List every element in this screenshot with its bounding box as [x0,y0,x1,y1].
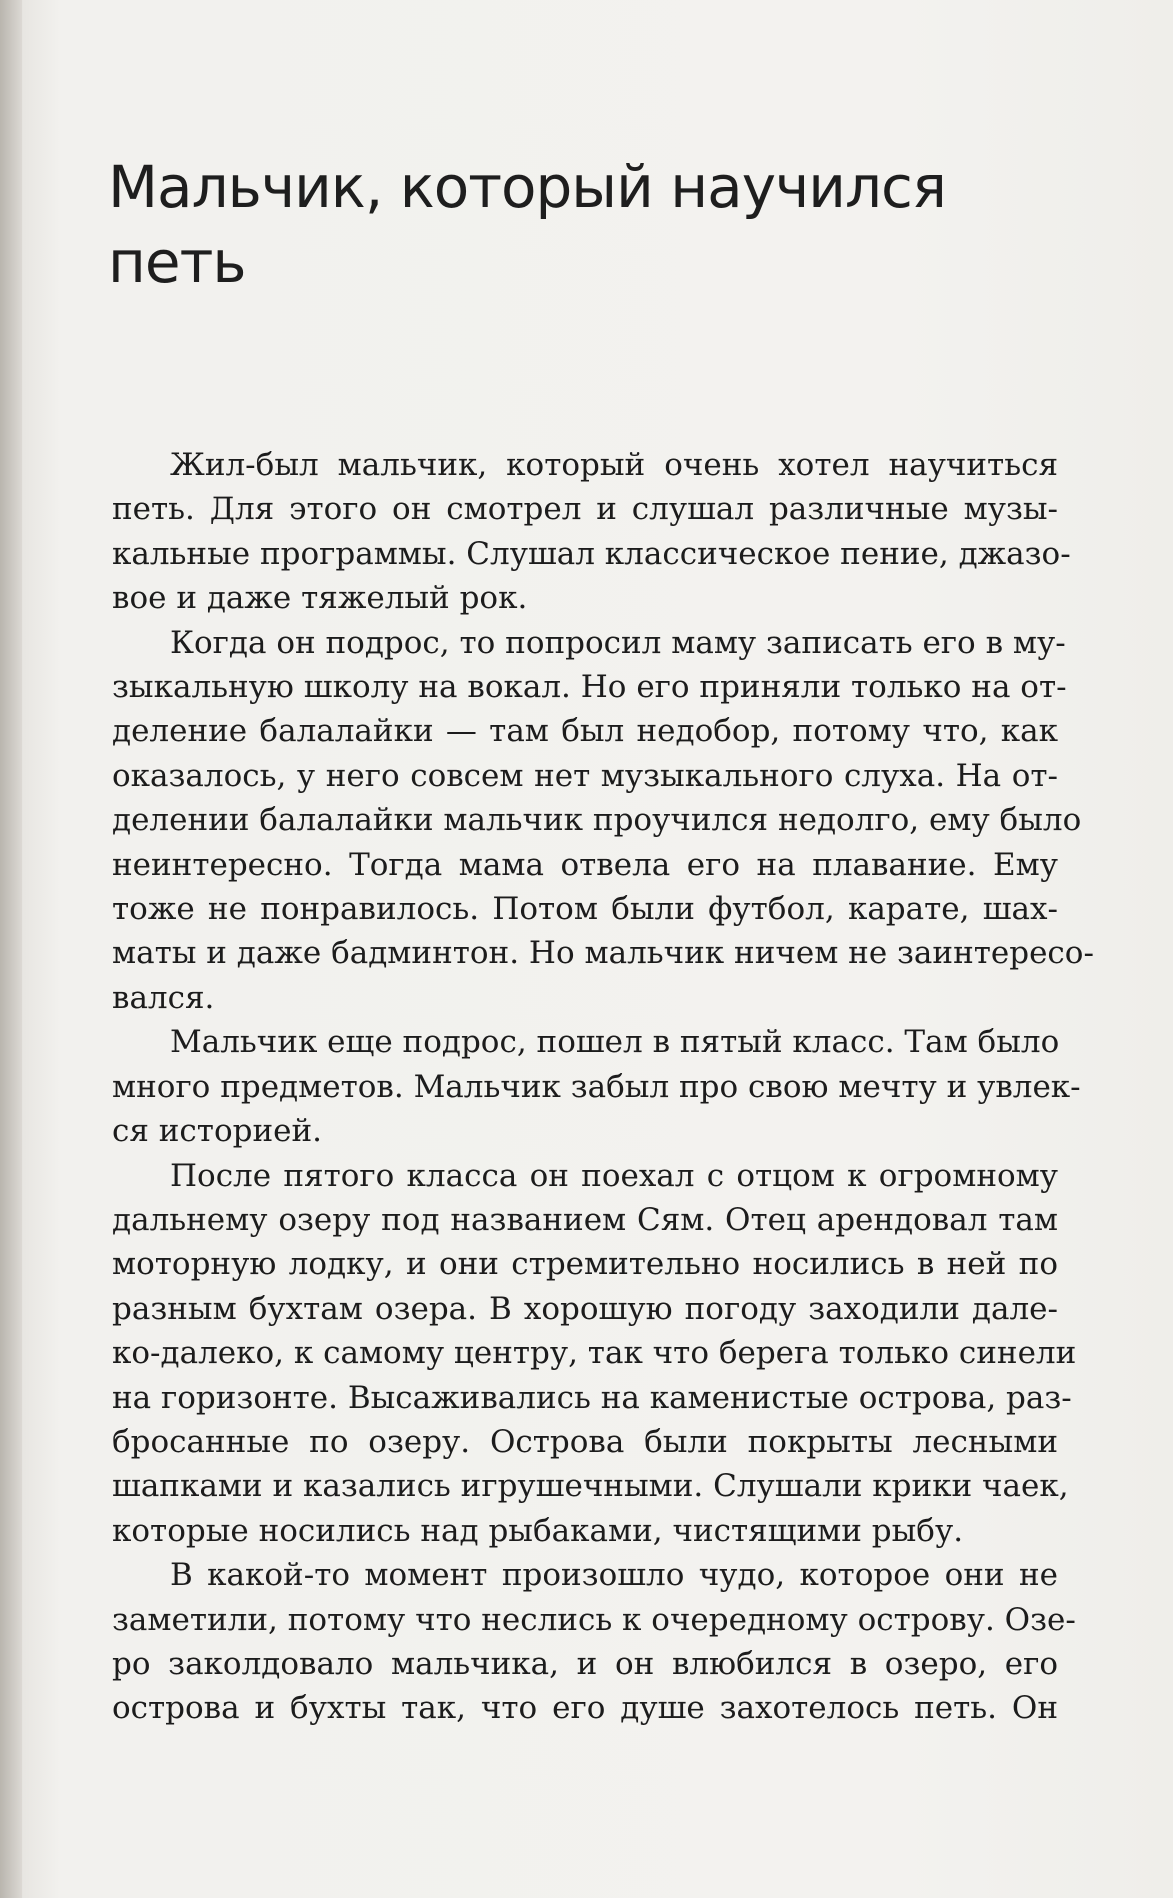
text-line: маты и даже бадминтон. Но мальчик ничем не заинтересо- [112,935,1094,972]
text-line: тоже не понравилось. Потом были футбол, карате, шах- [112,891,1058,928]
text-line: Когда он подрос, то попросил маму записать его в му- [170,624,1066,661]
text-line: ро заколдовало мальчика, и он влюбился в озеро, его [112,1645,1058,1682]
text-line: ся историей. [112,1113,322,1150]
text-line: дальнему озеру под названием Сям. Отец арендовал там [112,1201,1058,1238]
text-line: шапками и казались игрушечными. Слушали крики чаек, [112,1468,1069,1505]
paragraph-1 [54,443,1071,621]
text-line: Жил-был мальчик, который очень хотел научиться [170,447,1058,483]
text-line: деление балалайки — там был недобор, потому что, как [112,713,1058,750]
text-line: оказалось, у него совсем нет музыкального слуха. На от- [112,757,1058,794]
text-line: кальные программы. Слушал классическое пение, джазо- [112,535,1071,572]
paragraph-2 [54,621,1094,1021]
text-line: на горизонте. Высаживались на каменистые острова, раз- [112,1379,1072,1416]
text-line: острова и бухты так, что его душе захотелось петь. Он [112,1690,1058,1727]
text-line: бросанные по озеру. Острова были покрыты лесными [112,1423,1058,1460]
text-line: разным бухтам озера. В хорошую погоду заходили дале- [112,1290,1058,1327]
paragraph-4 [54,1154,1077,1554]
text-line: которые носились над рыбаками, чистящими рыбу. [112,1512,964,1549]
text-line: вое и даже тяжелый рок. [112,580,528,617]
paragraph-5 [54,1553,1076,1731]
paragraph-3 [54,1020,1081,1153]
text-line: зыкальную школу на вокал. Но его приняли только на от- [112,669,1067,706]
text-line: ко-далеко, к самому центру, так что берега только синели [112,1335,1077,1372]
text-line: После пятого класса он поехал с отцом к огромному [170,1157,1058,1194]
text-line: делении балалайки мальчик проучился недолго, ему было [112,802,1082,839]
text-line: заметили, потому что неслись к очередному острову. Озе- [112,1601,1076,1638]
chapter-title [108,150,1088,300]
text-line: моторную лодку, и они стремительно носились в ней по [112,1246,1058,1283]
chapter-title-line-1: Мальчик, который научился [108,153,946,221]
chapter-title-line-2: петь [108,228,246,296]
text-line: петь. Для этого он смотрел и слушал различные музы- [112,491,1058,528]
text-line: неинтересно. Тогда мама отвела его на плавание. Ему [112,846,1058,883]
text-line: В какой-то момент произошло чудо, которое они не [170,1557,1058,1594]
text-line: много предметов. Мальчик забыл про свою мечту и увлек- [112,1068,1081,1105]
body-text [54,443,1094,1731]
text-line: вался. [112,979,215,1016]
text-line: Мальчик еще подрос, пошел в пятый класс. Там было [170,1024,1060,1061]
page-edge-shadow [0,0,22,1898]
